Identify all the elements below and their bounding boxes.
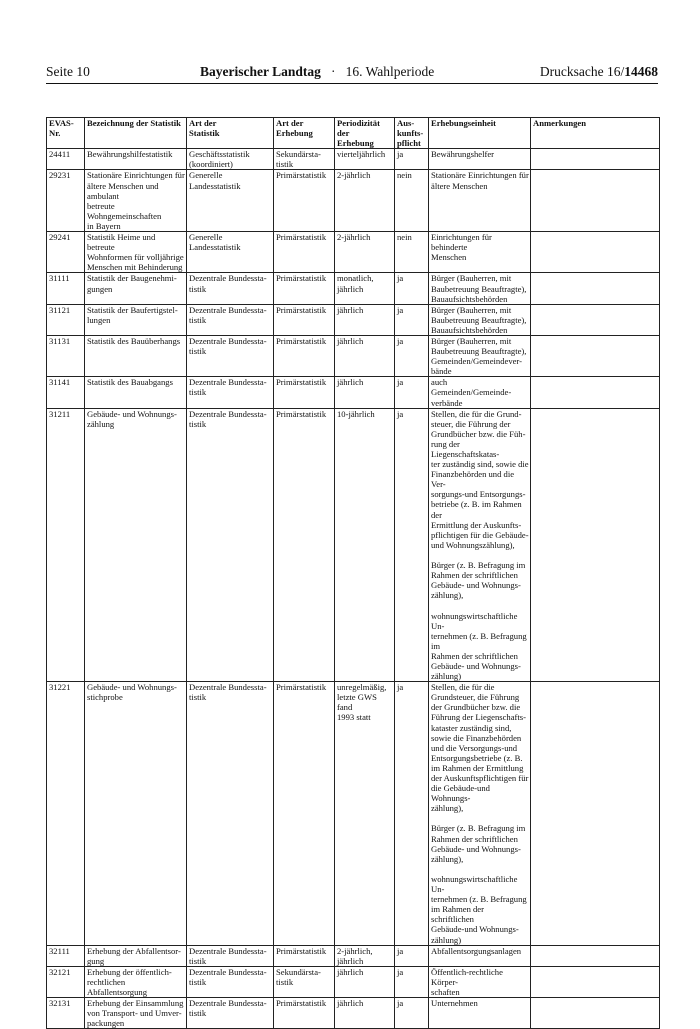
cell-bezeichnung: Statistik des Bauabgangs <box>85 377 187 408</box>
cell-erhebungseinheit: auch Gemeinden/Gemeinde- verbände <box>429 377 531 408</box>
cell-art-statistik: Dezentrale Bundessta- tistik <box>187 998 274 1029</box>
cell-art-statistik: Dezentrale Bundessta- tistik <box>187 377 274 408</box>
cell-bezeichnung: Gebäude- und Wohnungs- stichprobe <box>85 682 187 945</box>
cell-evas-nr: 31211 <box>47 408 85 682</box>
cell-auskunftspflicht: ja <box>395 966 429 997</box>
table-row <box>47 170 660 232</box>
header-separator: · <box>331 64 336 79</box>
cell-periodizitaet: 2-jährlich <box>335 232 395 273</box>
col-header-auskunftspflicht: Aus- kunfts- pflicht <box>395 118 429 149</box>
cell-periodizitaet: jährlich <box>335 304 395 335</box>
cell-anmerkungen <box>531 998 660 1029</box>
cell-anmerkungen <box>531 304 660 335</box>
legislative-period: 16. Wahlperiode <box>345 64 435 79</box>
cell-periodizitaet: monatlich, jährlich <box>335 273 395 304</box>
cell-auskunftspflicht: ja <box>395 335 429 376</box>
cell-periodizitaet: jährlich <box>335 335 395 376</box>
header-rule <box>46 83 658 84</box>
cell-art-erhebung: Primärstatistik <box>274 998 335 1029</box>
cell-auskunftspflicht: ja <box>395 304 429 335</box>
cell-evas-nr: 31221 <box>47 682 85 945</box>
table-row <box>47 998 660 1029</box>
table-row <box>47 335 660 376</box>
col-header-art-erhebung: Art der Erhebung <box>274 118 335 149</box>
cell-anmerkungen <box>531 966 660 997</box>
table-row <box>47 945 660 966</box>
table-row <box>47 682 660 945</box>
cell-bezeichnung: Erhebung der öffentlich- rechtlichen Abfallentsorgung <box>85 966 187 997</box>
cell-evas-nr: 31141 <box>47 377 85 408</box>
cell-erhebungseinheit: Stellen, die für die Grundsteuer, die Führung der Grundbücher bzw. die Führung der Liegenschafts- kataster zuständig sind, sowie die Finanzbehörden und die Versorgungs-und Entsorgungsbetriebe (z. B. im Rahmen der Ermittlung der Auskunftspflichtigen für die Gebäude-und Wohnungs- zählung), Bürger (z. B. Befragung im Rahmen der schriftlichen Gebäude- und Wohnungs- zählung), wohnungswirtschaftliche Un- ternehmen (z. B. Befragung im Rahmen der schriftlichen Gebäude-und Wohnungs- zählung) <box>429 682 531 945</box>
cell-evas-nr: 32111 <box>47 945 85 966</box>
cell-erhebungseinheit: Bürger (Bauherren, mit Baubetreuung Beauftragte), Bauaufsichtsbehörden <box>429 304 531 335</box>
cell-anmerkungen <box>531 335 660 376</box>
cell-art-erhebung: Primärstatistik <box>274 408 335 682</box>
col-header-bezeichnung: Bezeichnung der Statistik <box>85 118 187 149</box>
cell-erhebungseinheit: Bürger (Bauherren, mit Baubetreuung Beauftragte), Bauaufsichtsbehörden <box>429 273 531 304</box>
header-title <box>200 64 434 80</box>
cell-periodizitaet: 10-jährlich <box>335 408 395 682</box>
col-header-erhebungseinheit: Erhebungseinheit <box>429 118 531 149</box>
table-row <box>47 966 660 997</box>
cell-art-erhebung: Primärstatistik <box>274 335 335 376</box>
cell-auskunftspflicht: ja <box>395 408 429 682</box>
cell-erhebungseinheit: Einrichtungen für behinderte Menschen <box>429 232 531 273</box>
col-header-periodizitaet: Periodizität der Erhebung <box>335 118 395 149</box>
cell-evas-nr: 31111 <box>47 273 85 304</box>
cell-bezeichnung: Statistik des Bauüberhangs <box>85 335 187 376</box>
cell-evas-nr: 29241 <box>47 232 85 273</box>
cell-art-erhebung: Primärstatistik <box>274 304 335 335</box>
cell-bezeichnung: Stationäre Einrichtungen für ältere Menschen und ambulant betreute Wohngemeinschaften in Bayern <box>85 170 187 232</box>
table-row <box>47 273 660 304</box>
cell-evas-nr: 32121 <box>47 966 85 997</box>
cell-periodizitaet: jährlich <box>335 998 395 1029</box>
cell-anmerkungen <box>531 682 660 945</box>
document-number-value: 14468 <box>624 64 658 79</box>
table-row <box>47 149 660 170</box>
cell-auskunftspflicht: ja <box>395 149 429 170</box>
cell-art-statistik: Generelle Landesstatistik <box>187 170 274 232</box>
table-header-row <box>47 118 660 149</box>
cell-art-erhebung: Primärstatistik <box>274 170 335 232</box>
cell-periodizitaet: jährlich <box>335 966 395 997</box>
cell-periodizitaet: vierteljährlich <box>335 149 395 170</box>
cell-art-statistik: Dezentrale Bundessta- tistik <box>187 966 274 997</box>
cell-periodizitaet: unregelmäßig, letzte GWS fand 1993 statt <box>335 682 395 945</box>
cell-art-erhebung: Primärstatistik <box>274 377 335 408</box>
col-header-art-statistik: Art der Statistik <box>187 118 274 149</box>
cell-auskunftspflicht: ja <box>395 682 429 945</box>
cell-erhebungseinheit: Bewährungshelfer <box>429 149 531 170</box>
page-header <box>46 64 658 82</box>
cell-anmerkungen <box>531 170 660 232</box>
page-number: Seite 10 <box>46 64 90 79</box>
cell-bezeichnung: Statistik Heime und betreute Wohnformen für volljährige Menschen mit Behinderung <box>85 232 187 273</box>
cell-art-statistik: Dezentrale Bundessta- tistik <box>187 273 274 304</box>
cell-anmerkungen <box>531 377 660 408</box>
cell-anmerkungen <box>531 408 660 682</box>
cell-erhebungseinheit: Abfallentsorgungsanlagen <box>429 945 531 966</box>
cell-art-statistik: Dezentrale Bundessta- tistik <box>187 408 274 682</box>
cell-erhebungseinheit: Stationäre Einrichtungen für ältere Menschen <box>429 170 531 232</box>
cell-art-erhebung: Sekundärsta- tistik <box>274 149 335 170</box>
cell-art-erhebung: Primärstatistik <box>274 273 335 304</box>
cell-bezeichnung: Statistik der Baugenehmi- gungen <box>85 273 187 304</box>
cell-art-erhebung: Primärstatistik <box>274 945 335 966</box>
cell-periodizitaet: jährlich <box>335 377 395 408</box>
cell-evas-nr: 31121 <box>47 304 85 335</box>
cell-art-erhebung: Sekundärsta- tistik <box>274 966 335 997</box>
cell-periodizitaet: 2-jährlich, jährlich <box>335 945 395 966</box>
cell-auskunftspflicht: ja <box>395 945 429 966</box>
cell-bezeichnung: Erhebung der Einsammlung von Transport- und Umver- packungen <box>85 998 187 1029</box>
cell-art-statistik: Generelle Landesstatistik <box>187 232 274 273</box>
cell-auskunftspflicht: ja <box>395 377 429 408</box>
cell-evas-nr: 29231 <box>47 170 85 232</box>
cell-anmerkungen <box>531 945 660 966</box>
cell-evas-nr: 24411 <box>47 149 85 170</box>
table-row <box>47 408 660 682</box>
cell-erhebungseinheit: Unternehmen <box>429 998 531 1029</box>
cell-auskunftspflicht: nein <box>395 170 429 232</box>
cell-art-erhebung: Primärstatistik <box>274 682 335 945</box>
cell-erhebungseinheit: Öffentlich-rechtliche Körper- schaften <box>429 966 531 997</box>
cell-bezeichnung: Bewährungshilfestatistik <box>85 149 187 170</box>
document-label: Drucksache 16/ <box>539 64 625 79</box>
cell-bezeichnung: Statistik der Baufertigstel- lungen <box>85 304 187 335</box>
cell-art-statistik: Dezentrale Bundessta- tistik <box>187 304 274 335</box>
cell-erhebungseinheit: Bürger (Bauherren, mit Baubetreuung Beauftragte), Gemeinden/Gemeindever- bände <box>429 335 531 376</box>
cell-auskunftspflicht: nein <box>395 232 429 273</box>
document-number <box>540 64 658 80</box>
col-header-anmerkungen: Anmerkungen <box>531 118 660 149</box>
table-row <box>47 377 660 408</box>
cell-art-statistik: Geschäftsstatistik (koordiniert) <box>187 149 274 170</box>
table-row <box>47 304 660 335</box>
cell-art-statistik: Dezentrale Bundessta- tistik <box>187 335 274 376</box>
cell-bezeichnung: Erhebung der Abfallentsor- gung <box>85 945 187 966</box>
cell-bezeichnung: Gebäude- und Wohnungs- zählung <box>85 408 187 682</box>
cell-evas-nr: 32131 <box>47 998 85 1029</box>
col-header-evas-nr: EVAS-Nr. <box>47 118 85 149</box>
cell-art-erhebung: Primärstatistik <box>274 232 335 273</box>
cell-auskunftspflicht: ja <box>395 273 429 304</box>
cell-auskunftspflicht: ja <box>395 998 429 1029</box>
table-row <box>47 232 660 273</box>
statistics-table <box>46 117 660 1029</box>
cell-periodizitaet: 2-jährlich <box>335 170 395 232</box>
cell-art-statistik: Dezentrale Bundessta- tistik <box>187 682 274 945</box>
cell-anmerkungen <box>531 273 660 304</box>
cell-anmerkungen <box>531 149 660 170</box>
cell-erhebungseinheit: Stellen, die für die Grund- steuer, die Führung der Grundbücher bzw. die Füh- rung der Liegenschaftskatas- ter zuständig sind, sowie die Finanzbehörden und die Ver- sorgungs-und Entsorgungs- betriebe (z. B. im Rahmen der Ermittlung der Auskunfts- pflichtigen für die Gebäude- und Wohnungszählung), Bürger (z. B. Befragung im Rahmen der schriftlichen Gebäude- und Wohnungs- zählung), wohnungswirtschaftliche Un- ternehmen (z. B. Befragung im Rahmen der schriftlichen Gebäude- und Wohnungs- zählung) <box>429 408 531 682</box>
cell-evas-nr: 31131 <box>47 335 85 376</box>
cell-art-statistik: Dezentrale Bundessta- tistik <box>187 945 274 966</box>
cell-anmerkungen <box>531 232 660 273</box>
parliament-name: Bayerischer Landtag <box>200 64 321 79</box>
